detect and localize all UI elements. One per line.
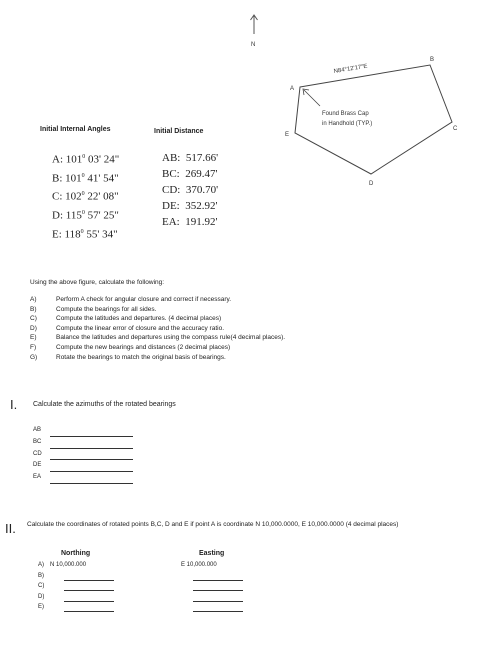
section-2-title: Calculate the coordinates of rotated points B,C, D and E if point A is coordinate N 10,000.0000, E 10,000.0000 (4 decimal places) xyxy=(27,521,399,528)
easting-c-blank[interactable] xyxy=(193,589,243,591)
distance-row-ea: EA: 191.92' xyxy=(162,216,218,228)
north-label: N xyxy=(251,42,256,48)
section-1-numeral: I. xyxy=(10,397,18,412)
instruction-item: E) Balance the latitudes and departures using the compass rule(4 decimal places). xyxy=(30,334,286,342)
instruction-item: A) Perform A check for angular closure and correct if necessary. xyxy=(30,296,232,303)
distance-row-ab: AB: 517.66' xyxy=(162,152,219,164)
distances-list xyxy=(162,150,218,230)
leader-arrow-icon xyxy=(303,89,320,106)
section-1-title: Calculate the azimuths of the rotated bearings xyxy=(33,401,176,408)
northing-header: Northing xyxy=(61,550,91,557)
point-label-b: B xyxy=(430,57,435,63)
easting-b-blank[interactable] xyxy=(193,579,243,581)
point-label-d: D xyxy=(369,181,374,187)
point-label-c: C xyxy=(453,126,458,132)
monument-note-line1: Found Brass Cap xyxy=(322,111,369,117)
azimuth-row: BC xyxy=(33,437,133,449)
angle-row-c: C: $102^0$ 22' 08" xyxy=(52,190,119,203)
instruction-item: F) Compute the new bearings and distances (2 decimal places) xyxy=(30,343,231,351)
azimuth-ea-blank[interactable] xyxy=(50,482,133,484)
angles-header: Initial Internal Angles xyxy=(40,126,111,133)
easting-d-blank[interactable] xyxy=(193,600,243,602)
distance-row-cd: CD: 370.70' xyxy=(162,184,219,196)
angle-row-d: D: $115^0$ 57' 25" xyxy=(52,209,119,222)
angle-row-e: E: $118^0$ 55' 34" xyxy=(52,228,118,241)
instruction-item: C) Compute the latitudes and departures. (4 decimal places) xyxy=(30,315,222,323)
easting-header: Easting xyxy=(199,550,225,557)
azimuth-row: DE xyxy=(33,460,133,472)
point-label-a: A xyxy=(290,86,295,92)
instruction-item: G) Rotate the bearings to match the original basis of bearings. xyxy=(30,353,226,361)
azimuth-list xyxy=(33,425,133,484)
distance-row-bc: BC: 269.47' xyxy=(162,168,218,180)
bearing-label: N84°12'17"E xyxy=(333,63,368,75)
traverse-polygon xyxy=(295,65,452,174)
section-2-numeral: II. xyxy=(5,521,16,536)
azimuth-row: AB xyxy=(33,425,133,437)
distances-header: Initial Distance xyxy=(154,128,204,135)
angles-list xyxy=(52,149,119,242)
angle-row-a: A: $101^0$ 03' 24" xyxy=(52,153,120,166)
distance-row-de: DE: 352.92' xyxy=(162,200,218,212)
northing-c-blank[interactable] xyxy=(64,589,114,591)
point-label-e: E xyxy=(285,132,290,138)
azimuth-row: CD xyxy=(33,449,133,461)
instructions-list xyxy=(30,295,285,362)
instructions-intro: Using the above figure, calculate the following: xyxy=(30,279,165,286)
instruction-item: D) Compute the linear error of closure and the accuracy ratio. xyxy=(30,324,225,332)
northing-e-blank[interactable] xyxy=(64,610,114,612)
north-arrow-icon xyxy=(251,15,258,34)
instruction-item: B) Compute the bearings for all sides. xyxy=(30,305,157,313)
monument-note-line2: in Handhold (TYP.) xyxy=(322,121,373,127)
northing-b-blank[interactable] xyxy=(64,579,114,581)
easting-e-blank[interactable] xyxy=(193,610,243,612)
angle-row-b: B: $101^0$ 41' 54" xyxy=(52,172,119,185)
azimuth-row: EA xyxy=(33,472,133,484)
northing-d-blank[interactable] xyxy=(64,600,114,602)
